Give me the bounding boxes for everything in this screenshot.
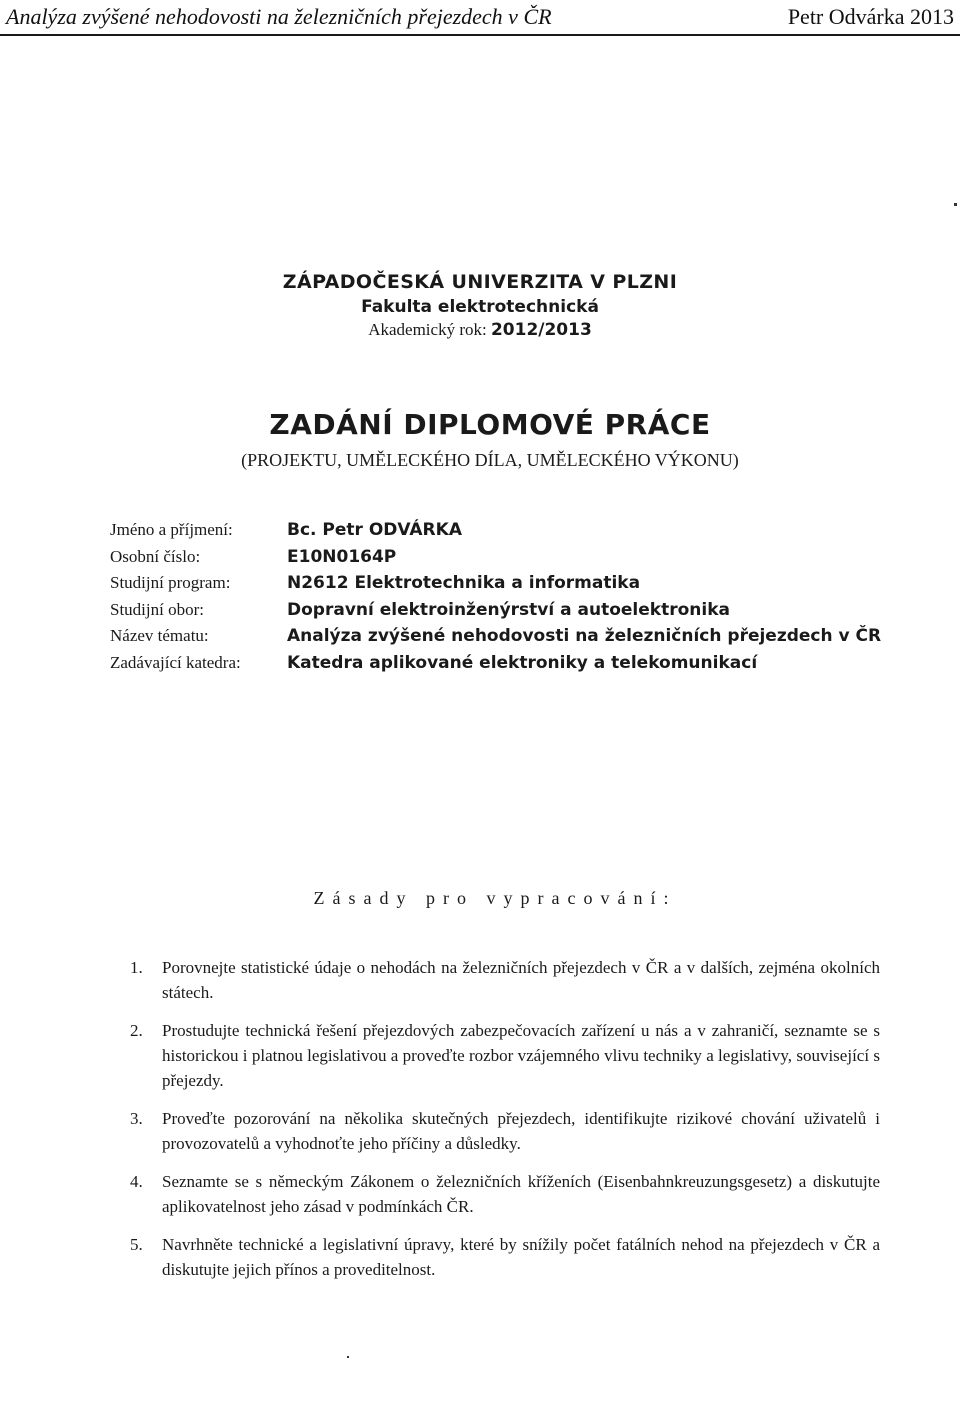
info-value: E10N0164P — [287, 546, 397, 567]
principles-list — [130, 955, 880, 1295]
running-header — [0, 0, 960, 36]
author-year: Petr Odvárka 2013 — [787, 4, 954, 29]
info-label: Jméno a příjmení: — [110, 520, 233, 539]
info-label: Studijní obor: — [110, 599, 204, 619]
principles-heading: Zásady pro vypracování: — [313, 888, 677, 908]
info-label: Studijní program: — [110, 573, 231, 592]
list-item-number: 3. — [130, 1109, 143, 1128]
list-item-number: 1. — [130, 958, 143, 977]
list-item-text: Proveďte pozorování na několika skutečných přejezdech, identifikujte rizikové chování uživatelů i provozovatelů a vyhodnoťte jeho příčiny a důsledky. — [162, 1109, 880, 1153]
info-value: Analýza zvýšené nehodovosti na železničních přejezdech v ČR — [287, 626, 882, 646]
document-title: ZADÁNÍ DIPLOMOVÉ PRÁCE — [269, 408, 711, 441]
list-item-text: Seznamte se s německým Zákonem o železničních kříženích (Eisenbahnkreuzungsgesetz) a diskutujte aplikovatelnost jeho zásad v podmínkách ČR. — [162, 1172, 880, 1216]
faculty-name: Fakulta elektrotechnická — [361, 297, 599, 317]
academic-year — [0, 320, 960, 340]
running-title: Analýza zvýšené nehodovosti na železničních přejezdech v ČR — [6, 4, 552, 29]
university-name: ZÁPADOČESKÁ UNIVERZITA V PLZNI — [282, 271, 678, 293]
scan-speck — [954, 203, 957, 206]
list-item — [130, 1232, 880, 1282]
info-label: Název tématu: — [110, 626, 209, 645]
scan-speck — [347, 1356, 349, 1358]
academic-year-value: 2012/2013 — [490, 320, 592, 340]
info-value: Bc. Petr ODVÁRKA — [287, 520, 462, 540]
list-item-number: 2. — [130, 1021, 143, 1040]
list-item-text: Navrhněte technické a legislativní úpravy, které by snížily počet fatálních nehod na přejezdech v ČR a diskutujte jejich přínos a proveditelnost. — [162, 1235, 880, 1279]
academic-year-label: Akademický rok: — [368, 320, 487, 339]
info-label: Zadávající katedra: — [110, 652, 241, 672]
list-item — [130, 1169, 880, 1219]
info-value: Katedra aplikované elektroniky a telekomunikací — [287, 652, 758, 673]
list-item-number: 4. — [130, 1172, 143, 1191]
document-subtitle: (PROJEKTU, UMĚLECKÉHO DÍLA, UMĚLECKÉHO VÝKONU) — [241, 450, 739, 470]
list-item — [130, 955, 880, 1005]
list-item-number: 5. — [130, 1235, 143, 1254]
list-item — [130, 1018, 880, 1093]
info-label: Osobní číslo: — [110, 546, 201, 566]
list-item-text: Porovnejte statistické údaje o nehodách na železničních přejezdech v ČR a v dalších, zejména okolních státech. — [162, 958, 880, 1002]
list-item-text: Prostudujte technická řešení přejezdových zabezpečovacích zařízení u nás a v zahraničí, seznamte se s historickou i platnou legislativou a proveďte rozbor vzájemného vlivu techniky a legislativy, související s přejezdy. — [162, 1021, 880, 1090]
list-item — [130, 1106, 880, 1156]
info-value: Dopravní elektroinženýrství a autoelektronika — [287, 599, 730, 620]
info-value: N2612 Elektrotechnika a informatika — [287, 573, 641, 593]
